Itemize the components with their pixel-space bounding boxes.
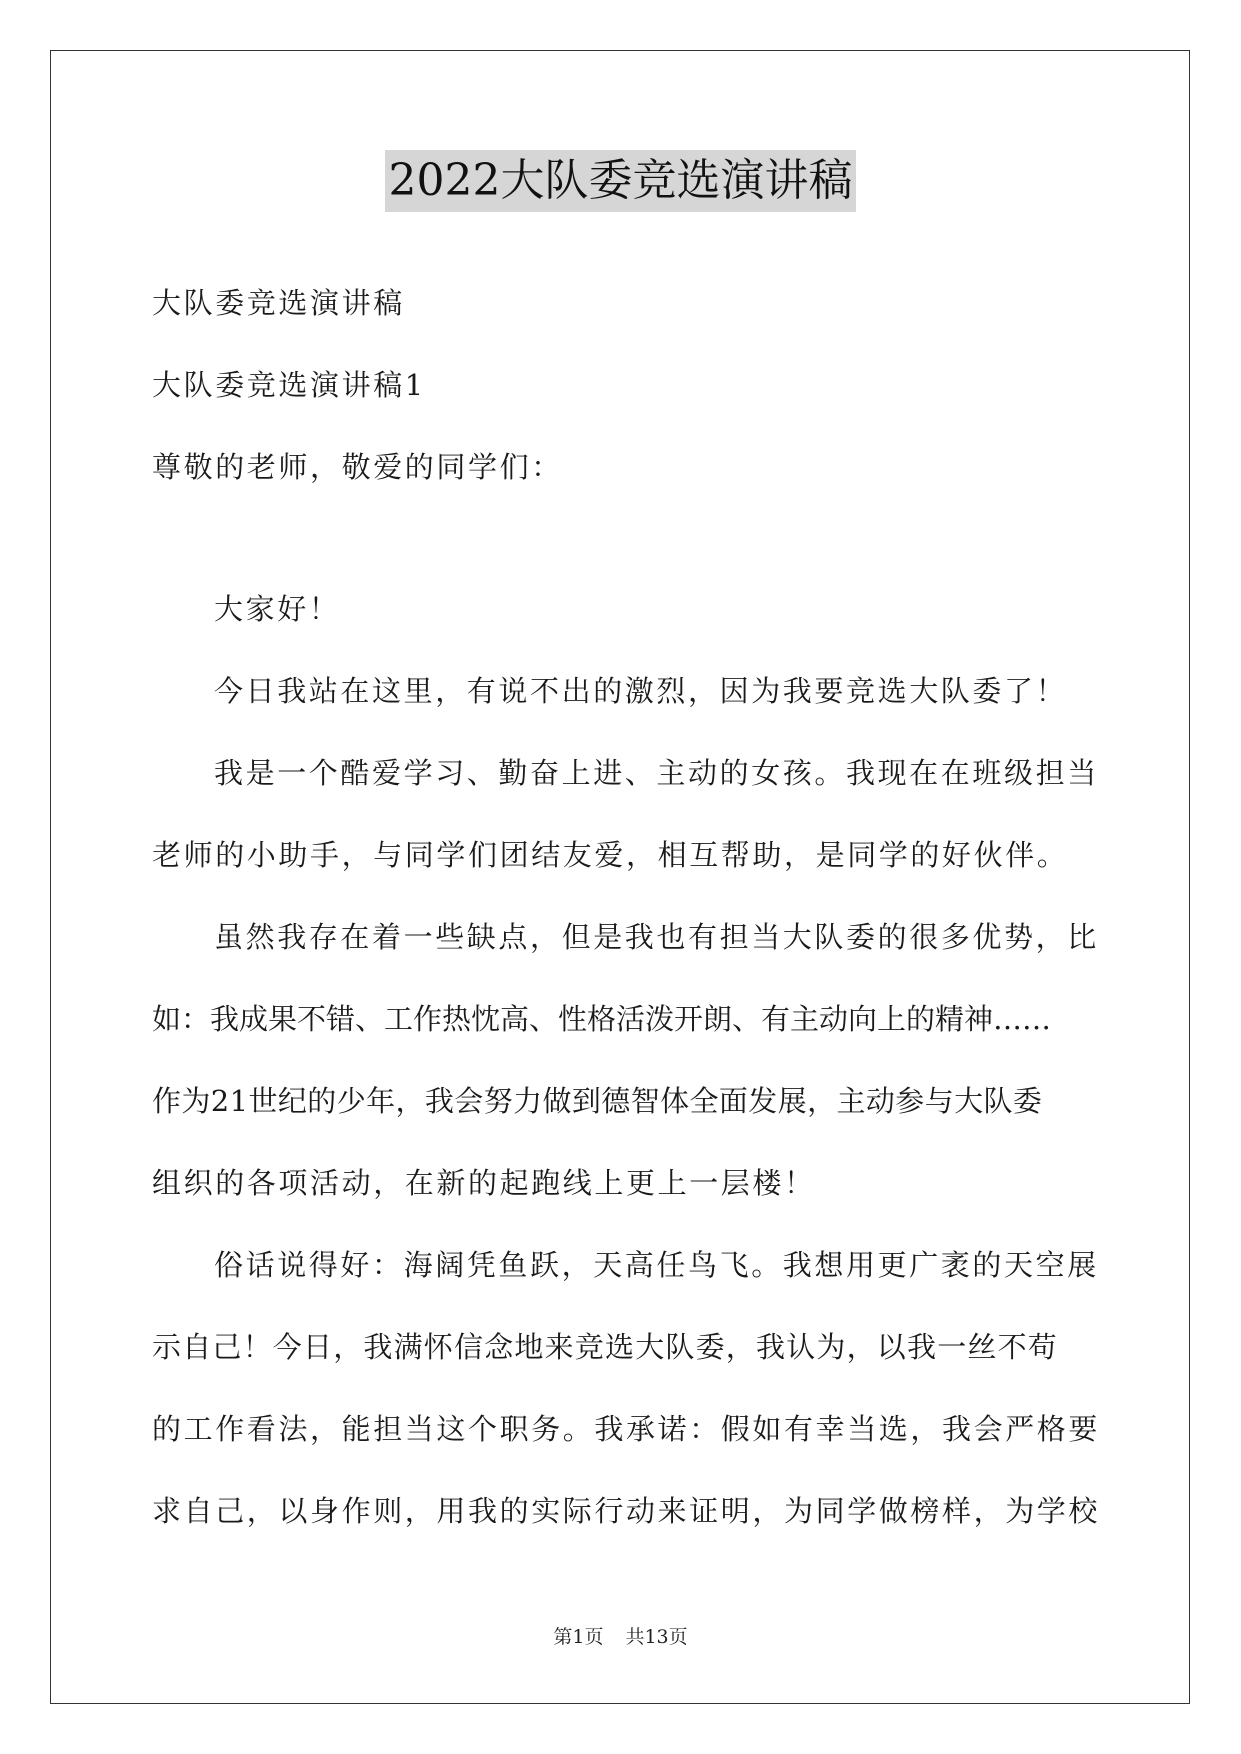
- paragraph-line: 作为21世纪的少年，我会努力做到德智体全面发展，主动参与大队委: [152, 1084, 1043, 1118]
- paragraph-line: 虽然我存在着一些缺点，但是我也有担当大队委的很多优势，比: [214, 920, 1099, 954]
- paragraph-line: 今日我站在这里，有说不出的激烈，因为我要竞选大队委了！: [214, 674, 1068, 708]
- page-total: 共13页: [625, 1626, 688, 1648]
- page-footer: [0, 1622, 1241, 1649]
- paragraph-line: 大家好！: [214, 592, 341, 626]
- title-container: [0, 150, 1241, 212]
- paragraph-line: 求自己，以身作则，用我的实际行动来证明，为同学做榜样，为学校: [152, 1494, 1101, 1528]
- paragraph-line: 大队委竞选演讲稿1: [152, 368, 426, 402]
- paragraph-line: 老师的小助手，与同学们团结友爱，相互帮助，是同学的好伙伴。: [152, 838, 1069, 872]
- paragraph-line: 示自己！今日，我满怀信念地来竞选大队委，我认为，以我一丝不苟: [152, 1330, 1059, 1364]
- paragraph-line: 如：我成果不错、工作热忱高、性格活泼开朗、有主动向上的精神……: [152, 1002, 1052, 1036]
- blank-gap: [152, 508, 1090, 568]
- salutation: 尊敬的老师，敬爱的同学们：: [152, 450, 563, 484]
- paragraph-line: 我是一个酷爱学习、勤奋上进、主动的女孩。我现在在班级担当: [214, 756, 1099, 790]
- paragraph-line: 组织的各项活动，在新的起跑线上更上一层楼！: [152, 1166, 816, 1200]
- page-number: 第1页: [553, 1626, 604, 1648]
- document-body: [152, 262, 1101, 1552]
- paragraph-line: 俗话说得好：海阔凭鱼跃，天高任鸟飞。我想用更广袤的天空展: [214, 1248, 1099, 1282]
- paragraph-line: 大队委竞选演讲稿: [152, 286, 405, 320]
- paragraph-line: 的工作看法，能担当这个职务。我承诺：假如有幸当选，我会严格要: [152, 1412, 1101, 1446]
- document-title: 2022大队委竞选演讲稿: [385, 150, 857, 212]
